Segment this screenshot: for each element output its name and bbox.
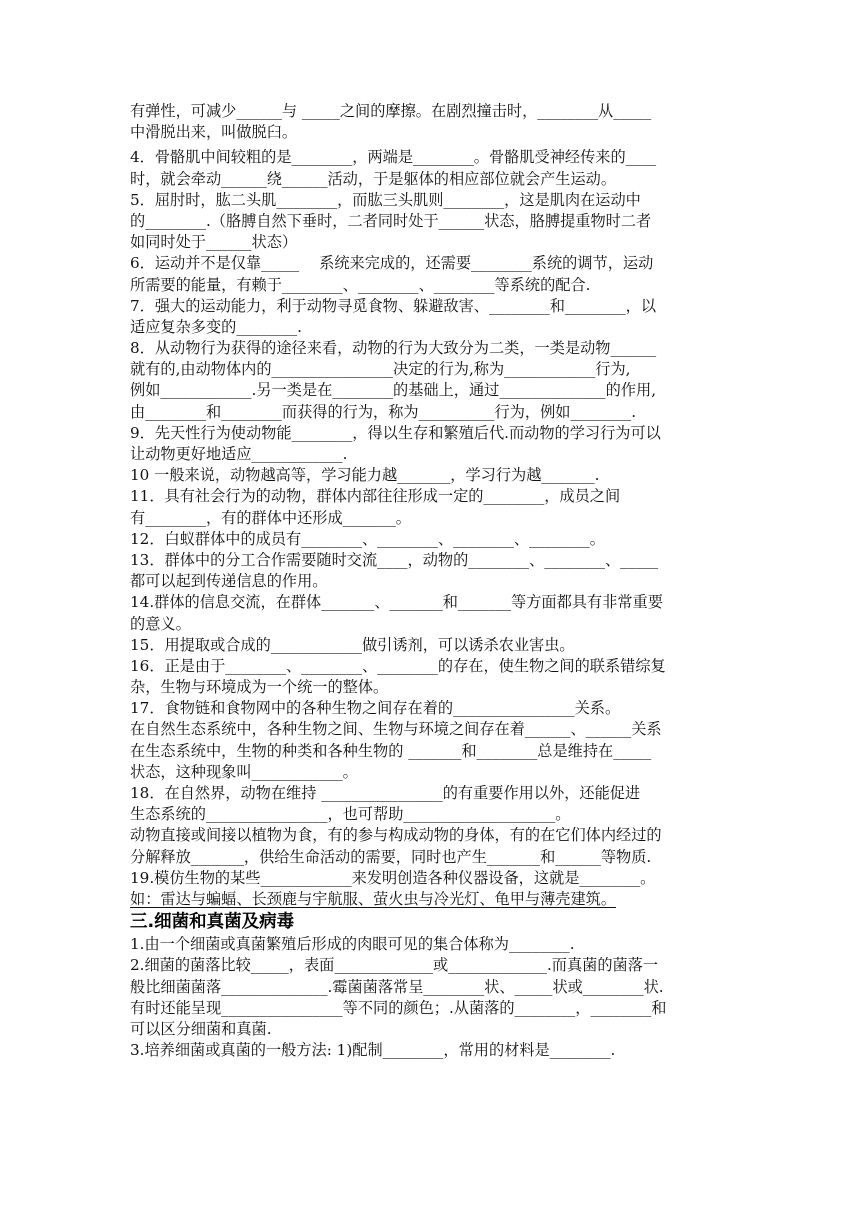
text-line: 让动物更好地适应____________. [130,445,348,463]
document-page [130,101,730,1061]
text-line: 5．屈肘时，肱二头肌________，而肱三头肌则________，这是肌肉在运动中 [130,190,641,209]
text-line: 8．从动物行为获得的途径来看，动物的行为大致分为二类，一类是动物______ [130,339,657,358]
text-line: 17．食物链和食物网中的各种生物之间存在着的________________关系。 [130,699,621,718]
text-line: 如同时处于______状态） [130,233,298,252]
text-line: 所需要的能量，有赖于________、________、________等系统的配合. [130,275,591,294]
text-line: 10 一般来说，动物越高等，学习能力越_______，学习行为越_______. [130,466,600,485]
examples-line: 如：雷达与蝙蝠、长颈鹿与宇航服、萤火虫与冷光灯、龟甲与薄壳建筑。 [130,889,616,908]
text-line: 生态系统的________________，也可帮助____________________。 [130,805,571,824]
text-line: 例如____________.另一类是在________的基础上，通过______________的作用, [130,381,657,400]
text-line: 时，就会牵动______绕______活动，于是躯体的相应部位就会产生运动。 [130,169,616,188]
text-line: 7．强大的运动能力，利于动物寻觅食物、躲避敌害、________和________，以 [130,296,657,315]
text-line: 就有的,由动物体内的________________决定的行为,称为____________行为, [130,360,631,379]
text-line: 动物直接或间接以植物为食，有的参与构成动物的身体，有的在它们体内经过的 [130,826,662,845]
text-line: 都可以起到传递信息的作用。 [130,572,328,591]
text-line: 19.模仿生物的某些____________来发明创造各种仪器设备，这就是________。 [130,868,656,887]
text-line: 13．群体中的分工合作需要随时交流____，动物的________、________、_____ [130,550,659,569]
text-line: 15．用提取或合成的____________做引诱剂，可以诱杀农业害虫。 [130,635,575,654]
text-line: 在生态系统中，生物的种类和各种生物的 _______和________总是维持在_____ [130,741,652,760]
text-line: 杂，生物与环境成为一个统一的整体。 [130,678,389,697]
text-line: 6．运动并不是仅靠_____ 系统来完成的，还需要________系统的调节，运动 [130,254,654,273]
text-line: 16．正是由于________、________、________的存在，使生物之间的联系错综复 [130,656,666,675]
section-title: 三.细菌和真菌及病毒 [130,912,295,933]
text-line: 可以区分细菌和真菌. [130,1019,272,1038]
text-line: 9．先天性行为使动物能________，得以生存和繁殖后代.而动物的学习行为可以 [130,423,661,442]
text-line: 般比细菌菌落______________.霉菌菌落常呈________状、_____状或________状. [130,977,664,996]
text-line: 3.培养细菌或真菌的一般方法: 1)配制________，常用的材料是________. [130,1041,616,1060]
text-line: 有________，有的群体中还形成_______。 [130,508,411,527]
text-line: 状态，这种现象叫____________。 [130,762,358,781]
text-line: 适应复杂多变的________. [130,317,302,336]
text-line: 14.群体的信息交流，在群体_______、_______和_______等方面都具有非常重要 [130,593,663,612]
text-line: 2.细菌的菌落比较_____，表面_____________或_____________.而真菌的菌落一 [130,956,659,975]
text-line: 11．具有社会行为的动物，群体内部往往形成一定的________，成员之间 [130,487,621,506]
text-line: 中滑脱出来，叫做脱臼。 [130,123,298,142]
text-line: 18．在自然界，动物在维持 ________________的有重要作用以外，还能促进 [130,784,641,802]
text-line: 的________.（胳膊自然下垂时，二者同时处于______状态，胳膊提重物时二者 [130,211,652,230]
text-line: 的意义。 [130,614,191,633]
text-line: 由________和________而获得的行为，称为__________行为，例如________. [130,402,637,421]
text-line: 分解释放_______，供给生命活动的需要，同时也产生_______和______等物质. [130,847,652,866]
text-line: 1.由一个细菌或真菌繁殖后形成的肉眼可见的集合体称为________. [130,935,575,954]
text-line: 4．骨骼肌中间较粗的是________，两端是________。骨骼肌受神经传来的____ [130,148,657,167]
text-line: 有时还能呈现________________等不同的颜色；.从菌落的________，________和 [130,998,667,1017]
text-line: 在自然生态系统中，各种生物之间、生物与环境之间存在着______、______关系 [130,720,662,739]
text-line: 有弹性，可减少______与 _____之间的摩擦。在剧烈撞击时，________从_____ [130,102,652,120]
text-line: 12．白蚁群体中的成员有________、________、________、________。 [130,529,605,548]
